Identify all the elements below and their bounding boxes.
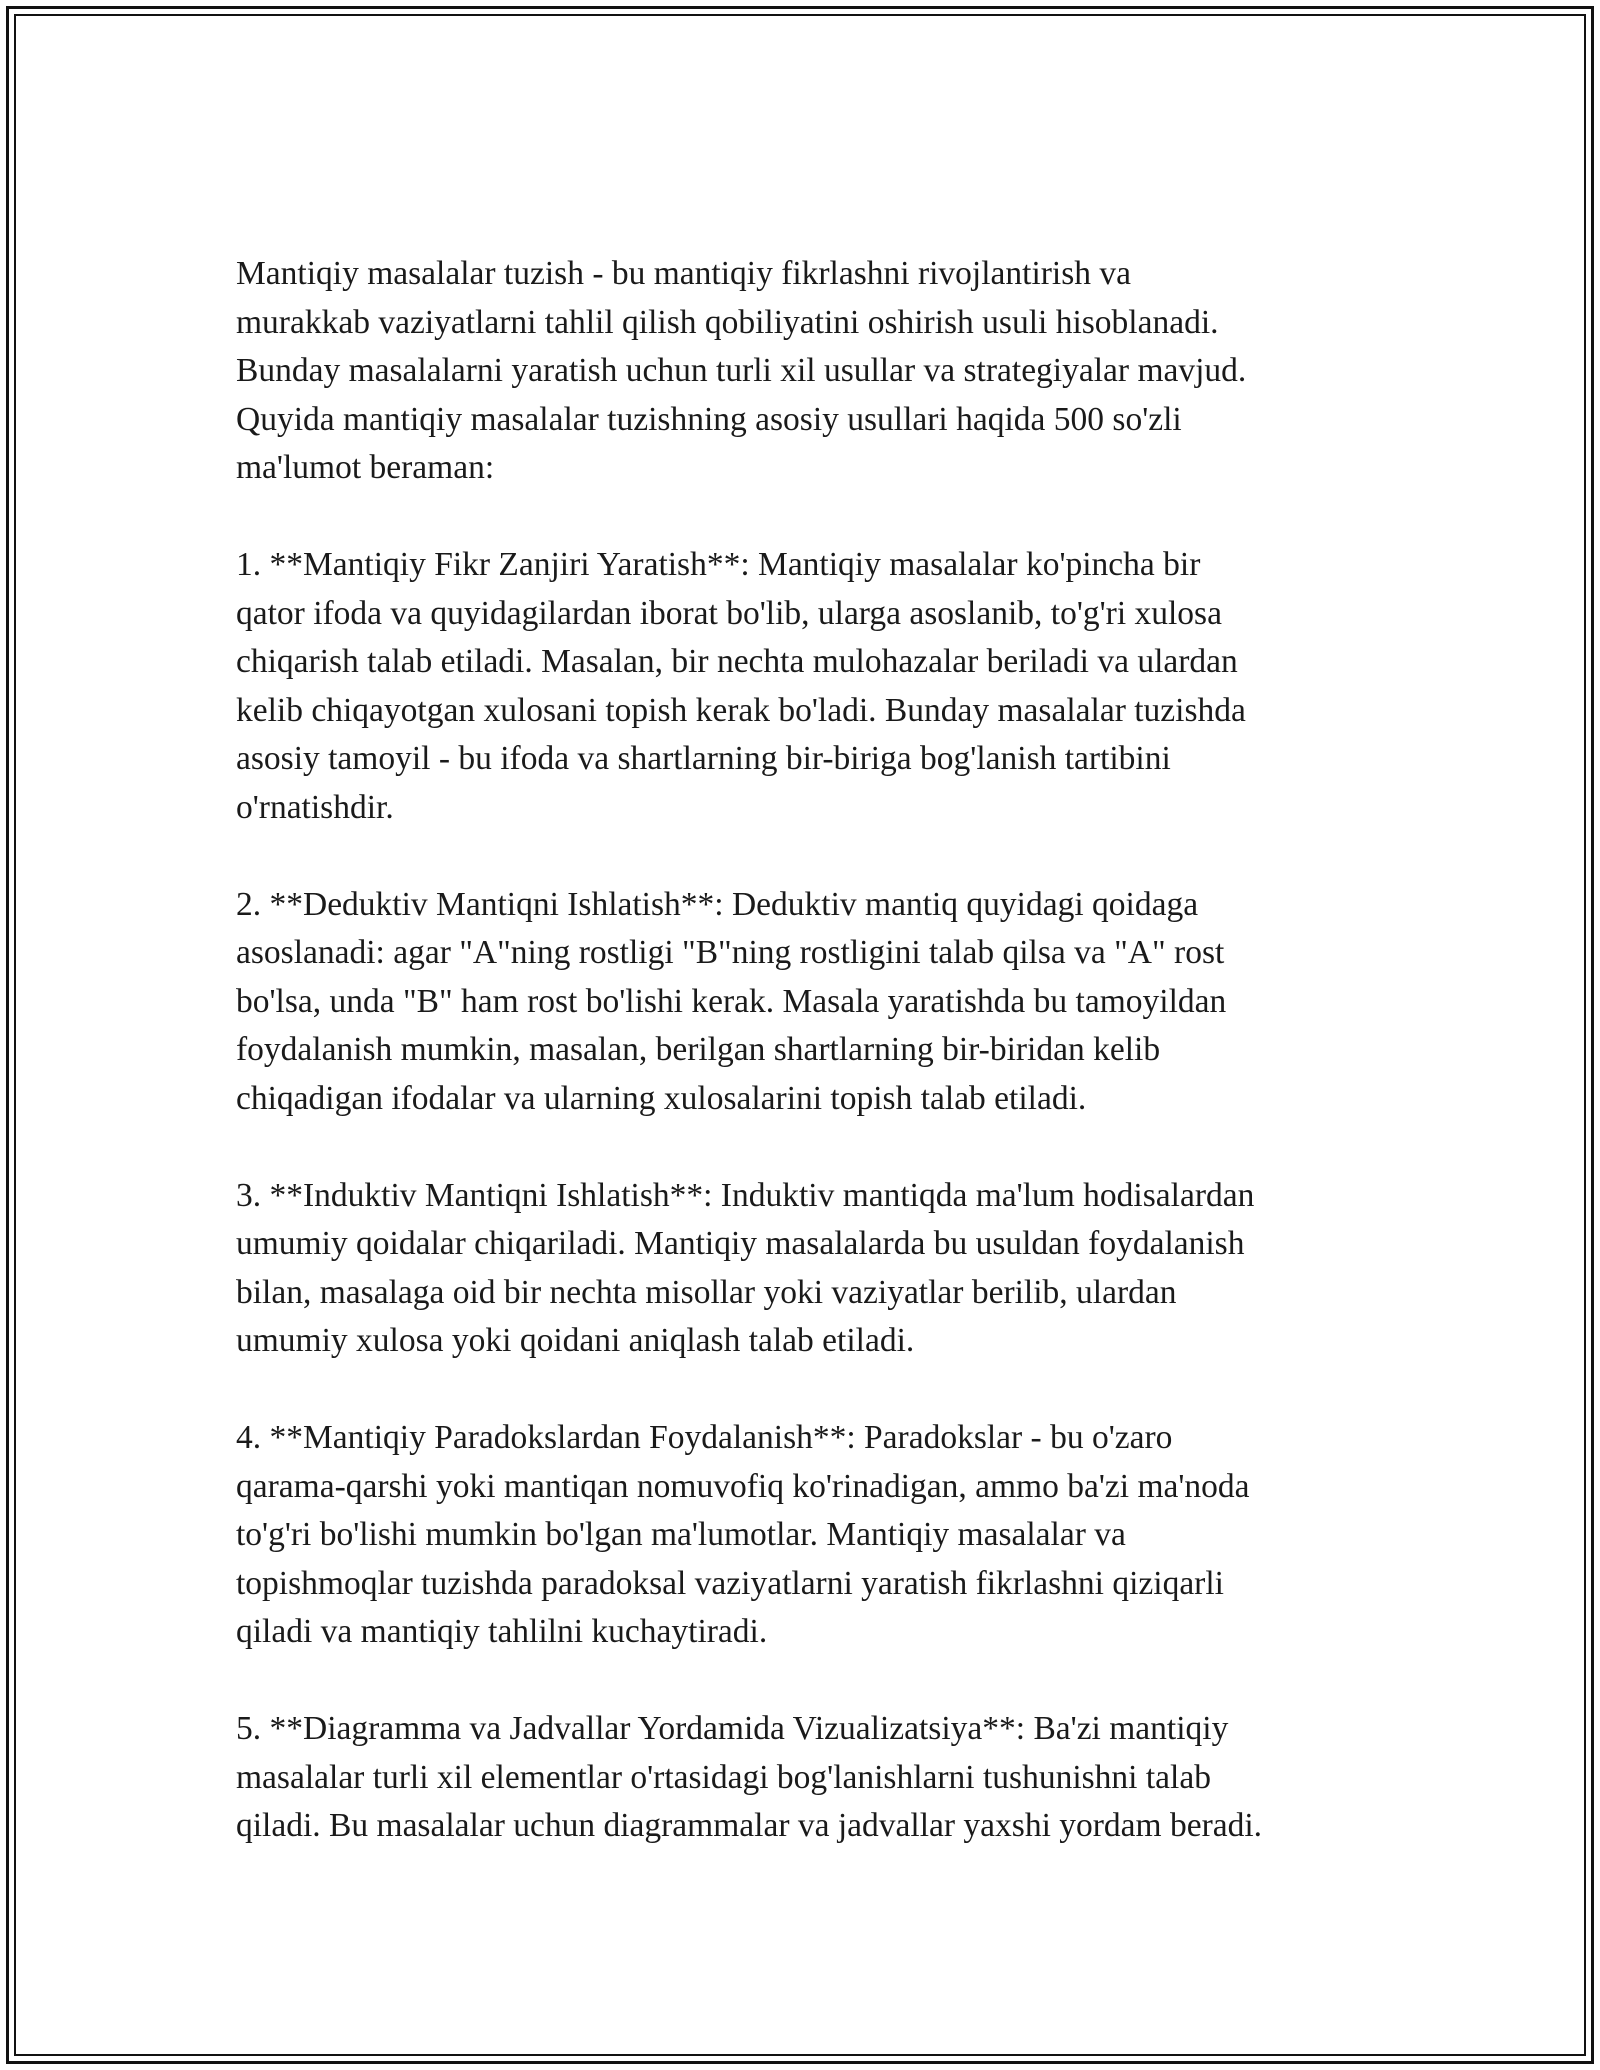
paragraph-diagramma: 5. **Diagramma va Jadvallar Yordamida Vizualizatsiya**: Ba'zi mantiqiy masalalar turli xil elementlar o'rtasidagi bog'lanishlarni tushunishni talab qiladi. Bu masalalar uchun diagrammalar va jadvallar yaxshi yordam beradi. [236, 1710, 1263, 1844]
document-body [236, 250, 1376, 1851]
intro-paragraph: Mantiqiy masalalar tuzish - bu mantiqiy fikrlashni rivojlantirish va murakkab vaziyatlarni tahlil qilish qobiliyatini oshirish usuli hisoblanadi. Bunday masalalarni yaratish uchun turli xil usullar va strategiyalar mavjud. Quyida mantiqiy masalalar tuzishning asosiy usullari haqida 500 so'zli ma'lumot beraman: [236, 255, 1247, 486]
paragraph-fikr-zanjiri: 1. **Mantiqiy Fikr Zanjiri Yaratish**: Mantiqiy masalalar ko'pincha bir qator ifoda va quyidagilardan iborat bo'lib, ularga asoslanib, to'g'ri xulosa chiqarish talab etiladi. Masalan, bir nechta mulohazalar beriladi va ulardan kelib chiqayotgan xulosani topish kerak bo'ladi. Bunday masalalar tuzishda asosiy tamoyil - bu ifoda va shartlarning bir-biriga bog'lanish tartibini o'rnatishdir. [236, 546, 1246, 826]
paragraph-induktiv-mantiq: 3. **Induktiv Mantiqni Ishlatish**: Induktiv mantiqda ma'lum hodisalardan umumiy qoidalar chiqariladi. Mantiqiy masalalarda bu usuldan foydalanish bilan, masalaga oid bir nechta misollar yoki vaziyatlar berilib, ulardan umumiy xulosa yoki qoidani aniqlash talab etiladi. [236, 1176, 1255, 1359]
paragraph-deduktiv-mantiq: 2. **Deduktiv Mantiqni Ishlatish**: Deduktiv mantiq quyidagi qoidaga asoslanadi: agar "A"ning rostligi "B"ning rostligini talab qilsa va "A" rost bo'lsa, unda "B" ham rost bo'lishi kerak. Masala yaratishda bu tamoyildan foydalanish mumkin, masalan, berilgan shartlarning bir-biridan kelib chiqadigan ifodalar va ularning xulosalarini topish talab etiladi. [236, 885, 1227, 1117]
paragraph-paradokslar: 4. **Mantiqiy Paradokslardan Foydalanish**: Paradokslar - bu o'zaro qarama-qarshi yoki mantiqan nomuvofiq ko'rinadigan, ammo ba'zi ma'noda to'g'ri bo'lishi mumkin bo'lgan ma'lumotlar. Mantiqiy masalalar va topishmoqlar tuzishda paradoksal vaziyatlarni yaratish fikrlashni qiziqarli qiladi va mantiqiy tahlilni kuchaytiradi. [236, 1419, 1250, 1650]
